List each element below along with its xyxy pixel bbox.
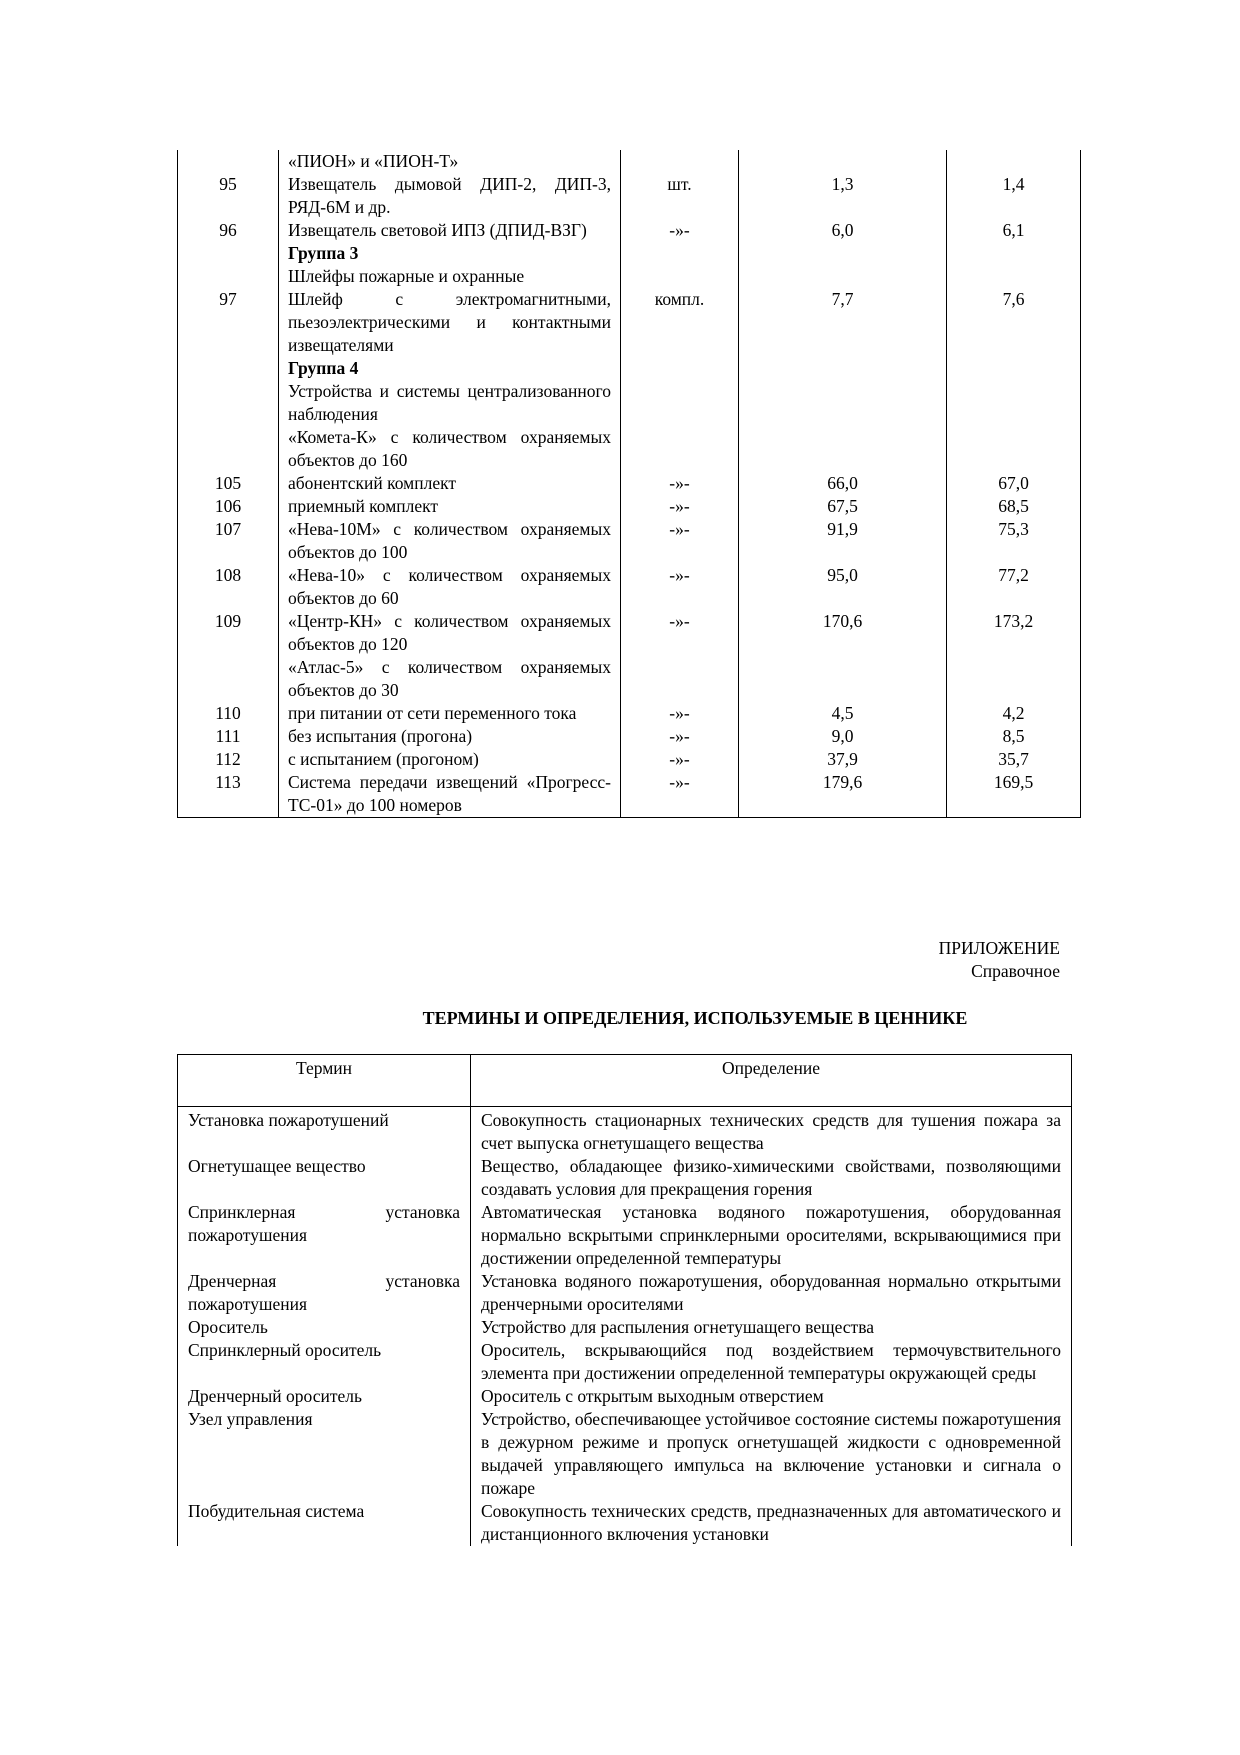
row-number (178, 242, 279, 265)
row-number (178, 426, 279, 472)
value-1-cell: 67,5 (739, 495, 947, 518)
table-row (178, 610, 1081, 656)
row-number: 105 (178, 472, 279, 495)
item-name: при питании от сети переменного тока (279, 702, 621, 725)
table-row (178, 219, 1081, 242)
row-number: 96 (178, 219, 279, 242)
item-name: Система передачи извещений «Прогресс-ТС-01» до 100 номеров (279, 771, 621, 818)
value-1-cell: 9,0 (739, 725, 947, 748)
table-row (178, 495, 1081, 518)
value-1-cell: 37,9 (739, 748, 947, 771)
section-title: ТЕРМИНЫ И ОПРЕДЕЛЕНИЯ, ИСПОЛЬЗУЕМЫЕ В ЦЕННИКЕ (422, 1008, 968, 1028)
value-1-cell (739, 380, 947, 426)
unit-cell (621, 426, 739, 472)
table-row (178, 564, 1081, 610)
table-row (178, 1201, 1072, 1270)
row-number (178, 380, 279, 426)
row-number (178, 150, 279, 173)
item-name: Шлейфы пожарные и охранные (279, 265, 621, 288)
value-2-cell: 77,2 (947, 564, 1081, 610)
table-row (178, 1385, 1072, 1408)
unit-cell: -»- (621, 748, 739, 771)
row-number: 110 (178, 702, 279, 725)
item-name: абонентский комплект (279, 472, 621, 495)
table-row (178, 357, 1081, 380)
row-number (178, 656, 279, 702)
value-2-cell (947, 150, 1081, 173)
value-2-cell: 7,6 (947, 288, 1081, 357)
value-1-cell (739, 265, 947, 288)
table-row (178, 173, 1081, 219)
term-cell: Узел управления (178, 1408, 471, 1500)
column-header-term: Термин (178, 1055, 471, 1107)
value-2-cell: 35,7 (947, 748, 1081, 771)
value-2-cell (947, 265, 1081, 288)
term-cell: Дренчерная установка пожаротушения (178, 1270, 471, 1316)
item-name: «Центр-КН» с количеством охраняемых объектов до 120 (279, 610, 621, 656)
value-1-cell: 66,0 (739, 472, 947, 495)
terms-table (177, 1054, 1072, 1546)
value-1-cell: 4,5 (739, 702, 947, 725)
definition-cell: Совокупность технических средств, предназначенных для автоматического и дистанционного включения установки (471, 1500, 1072, 1546)
row-number (178, 265, 279, 288)
row-number: 107 (178, 518, 279, 564)
unit-cell (621, 357, 739, 380)
term-cell: Огнетушащее вещество (178, 1155, 471, 1201)
column-header-definition: Определение (471, 1055, 1072, 1107)
unit-cell: -»- (621, 518, 739, 564)
table-row (178, 702, 1081, 725)
value-1-cell (739, 656, 947, 702)
term-cell: Установка пожаротушений (178, 1107, 471, 1156)
value-2-cell (947, 357, 1081, 380)
table-row (178, 426, 1081, 472)
item-name: Извещатель световой ИПЗ (ДПИД-ВЗГ) (279, 219, 621, 242)
unit-cell: -»- (621, 495, 739, 518)
value-2-cell (947, 656, 1081, 702)
value-1-cell (739, 426, 947, 472)
value-1-cell (739, 242, 947, 265)
value-2-cell: 6,1 (947, 219, 1081, 242)
unit-cell (621, 150, 739, 173)
term-cell: Побудительная система (178, 1500, 471, 1546)
row-number: 113 (178, 771, 279, 818)
table-row (178, 1155, 1072, 1201)
row-number: 111 (178, 725, 279, 748)
item-name: «Атлас-5» с количеством охраняемых объектов до 30 (279, 656, 621, 702)
item-name: Извещатель дымовой ДИП-2, ДИП-3, РЯД-6М и др. (279, 173, 621, 219)
definition-cell: Автоматическая установка водяного пожаротушения, оборудованная нормально вскрытыми спринклерными оросителями, вскрывающимися при достижении определенной температуры (471, 1201, 1072, 1270)
appendix-label: ПРИЛОЖЕНИЕ (938, 938, 1060, 958)
row-number: 95 (178, 173, 279, 219)
table-row (178, 518, 1081, 564)
item-name: с испытанием (прогоном) (279, 748, 621, 771)
value-2-cell: 169,5 (947, 771, 1081, 818)
unit-cell: -»- (621, 219, 739, 242)
unit-cell: -»- (621, 472, 739, 495)
unit-cell: -»- (621, 725, 739, 748)
value-1-cell: 179,6 (739, 771, 947, 818)
item-name: без испытания (прогона) (279, 725, 621, 748)
group-heading: Группа 3 (279, 242, 621, 265)
definition-cell: Ороситель с открытым выходным отверстием (471, 1385, 1072, 1408)
table-row (178, 1270, 1072, 1316)
item-name: «ПИОН» и «ПИОН-Т» (279, 150, 621, 173)
unit-cell: компл. (621, 288, 739, 357)
value-2-cell: 4,2 (947, 702, 1081, 725)
row-number (178, 357, 279, 380)
item-name: «Нева-10» с количеством охраняемых объектов до 60 (279, 564, 621, 610)
row-number: 112 (178, 748, 279, 771)
table-row (178, 288, 1081, 357)
definition-cell: Устройство для распыления огнетушащего вещества (471, 1316, 1072, 1339)
table-row (178, 150, 1081, 173)
term-cell: Спринклерный ороситель (178, 1339, 471, 1385)
table-row (178, 265, 1081, 288)
table-row (178, 1500, 1072, 1546)
value-2-cell (947, 426, 1081, 472)
table-row (178, 1339, 1072, 1385)
row-number: 106 (178, 495, 279, 518)
item-name: Устройства и системы централизованного наблюдения (279, 380, 621, 426)
unit-cell (621, 242, 739, 265)
table-row (178, 472, 1081, 495)
term-cell: Дренчерный ороситель (178, 1385, 471, 1408)
table-row (178, 725, 1081, 748)
table-row (178, 771, 1081, 818)
value-1-cell (739, 357, 947, 380)
unit-cell (621, 265, 739, 288)
row-number: 108 (178, 564, 279, 610)
item-name: «Нева-10М» с количеством охраняемых объектов до 100 (279, 518, 621, 564)
definition-cell: Вещество, обладающее физико-химическими свойствами, позволяющими создавать условия для прекращения горения (471, 1155, 1072, 1201)
value-2-cell: 173,2 (947, 610, 1081, 656)
price-table (177, 150, 1081, 818)
table-row (178, 1408, 1072, 1500)
item-name: приемный комплект (279, 495, 621, 518)
group-heading: Группа 4 (279, 357, 621, 380)
unit-cell: -»- (621, 610, 739, 656)
value-2-cell: 68,5 (947, 495, 1081, 518)
definition-cell: Ороситель, вскрывающийся под воздействием термочувствительного элемента при достижении определенной температуры окружающей среды (471, 1339, 1072, 1385)
value-1-cell: 1,3 (739, 173, 947, 219)
table-row (178, 656, 1081, 702)
table-row (178, 748, 1081, 771)
unit-cell: -»- (621, 702, 739, 725)
value-1-cell: 170,6 (739, 610, 947, 656)
table-row (178, 242, 1081, 265)
unit-cell (621, 380, 739, 426)
definition-cell: Установка водяного пожаротушения, оборудованная нормально открытыми дренчерными оросителями (471, 1270, 1072, 1316)
unit-cell: -»- (621, 771, 739, 818)
value-1-cell: 7,7 (739, 288, 947, 357)
value-2-cell: 75,3 (947, 518, 1081, 564)
value-2-cell: 67,0 (947, 472, 1081, 495)
unit-cell: -»- (621, 564, 739, 610)
table-header-row (178, 1055, 1072, 1107)
appendix-subtitle: Справочное (971, 961, 1060, 981)
definition-cell: Устройство, обеспечивающее устойчивое состояние системы пожаротушения в дежурном режиме и пропуск огнетушащей жидкости с одновременной выдачей управляющего импульса на включение установки и сигнала о пожаре (471, 1408, 1072, 1500)
definition-cell: Совокупность стационарных технических средств для тушения пожара за счет выпуска огнетушащего вещества (471, 1107, 1072, 1156)
table-row (178, 1107, 1072, 1156)
unit-cell (621, 656, 739, 702)
value-1-cell (739, 150, 947, 173)
table-row (178, 380, 1081, 426)
value-2-cell (947, 380, 1081, 426)
row-number: 109 (178, 610, 279, 656)
unit-cell: шт. (621, 173, 739, 219)
value-1-cell: 91,9 (739, 518, 947, 564)
item-name: Шлейф с электромагнитными, пьезоэлектрическими и контактными извещателями (279, 288, 621, 357)
value-2-cell: 1,4 (947, 173, 1081, 219)
row-number: 97 (178, 288, 279, 357)
value-1-cell: 95,0 (739, 564, 947, 610)
term-cell: Спринклерная установка пожаротушения (178, 1201, 471, 1270)
item-name: «Комета-К» с количеством охраняемых объектов до 160 (279, 426, 621, 472)
value-2-cell (947, 242, 1081, 265)
value-1-cell: 6,0 (739, 219, 947, 242)
term-cell: Ороситель (178, 1316, 471, 1339)
value-2-cell: 8,5 (947, 725, 1081, 748)
table-row (178, 1316, 1072, 1339)
